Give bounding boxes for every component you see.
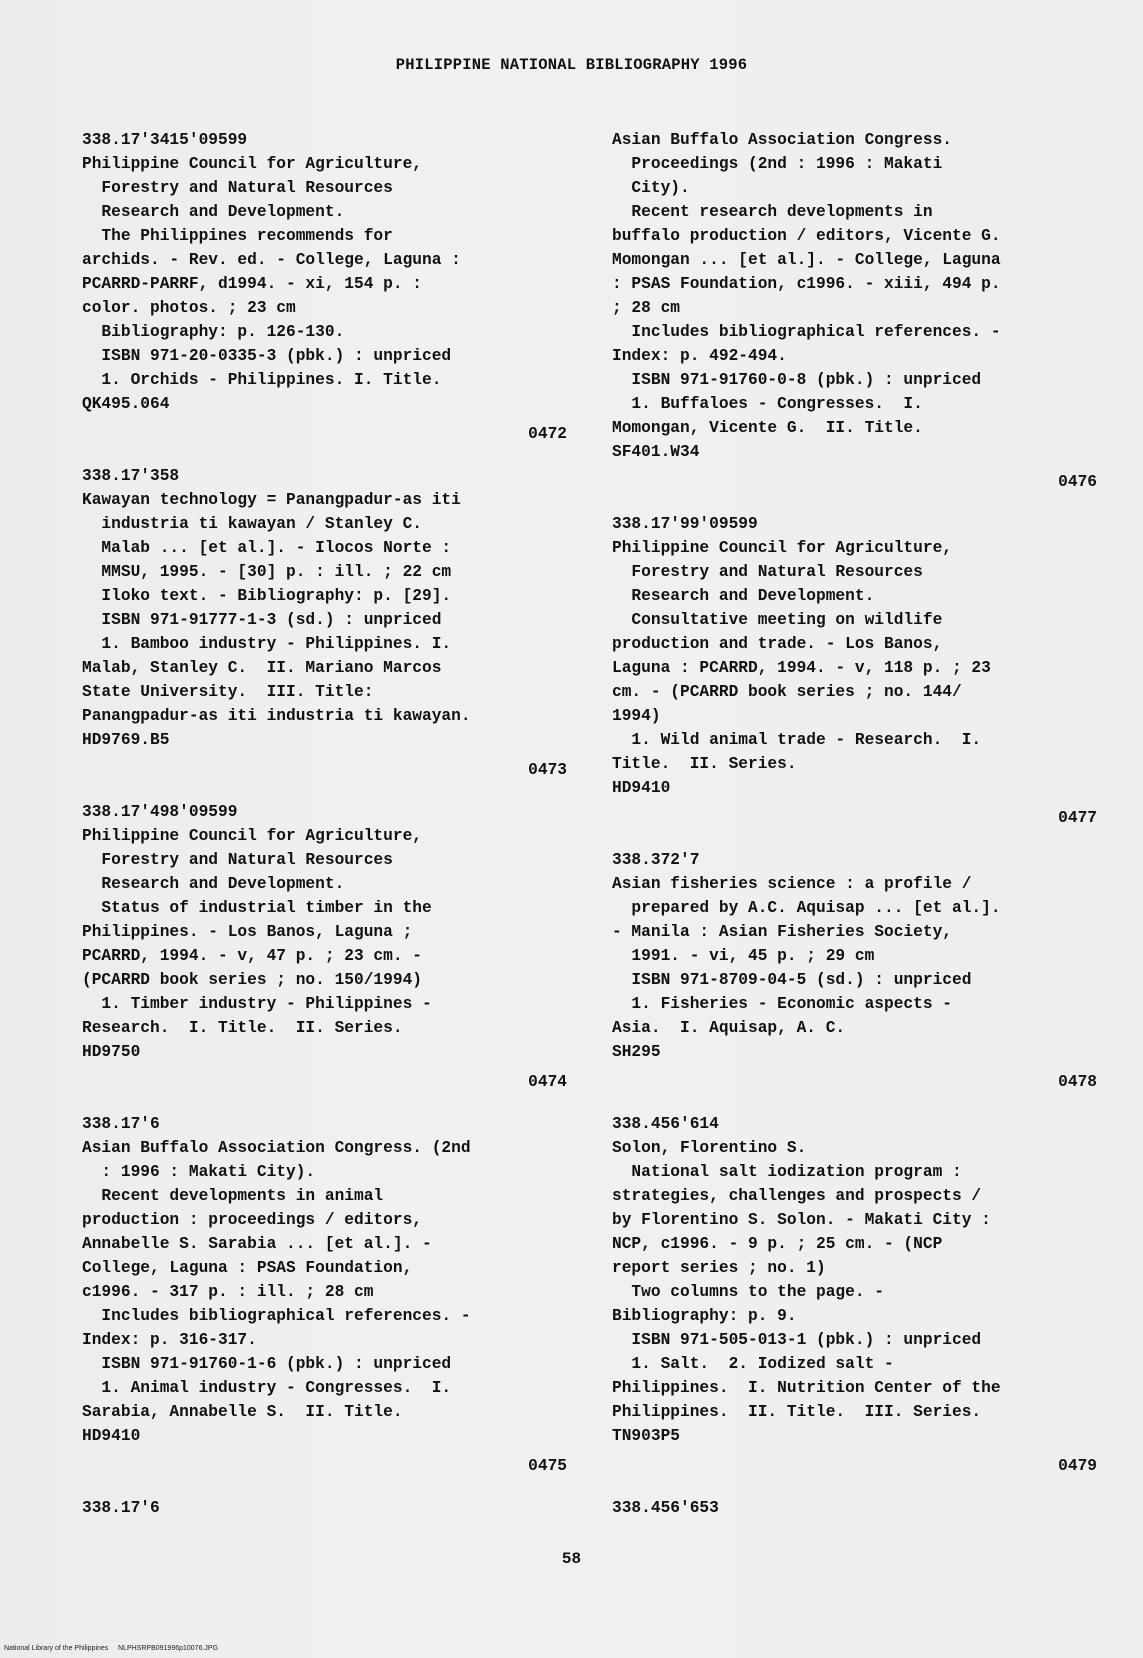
entry-line: archids. - Rev. ed. - College, Laguna :: [82, 251, 461, 269]
entry-line: Title. II. Series.: [612, 755, 797, 773]
entry-line: HD9410: [82, 1427, 141, 1445]
entry-heading: 338.17'358: [82, 467, 180, 485]
entry-line: City).: [612, 179, 690, 197]
entry-line: HD9410: [612, 779, 671, 797]
entry-line: ISBN 971-91777-1-3 (sd.) : unpriced: [82, 611, 442, 629]
entry-line: : PSAS Foundation, c1996. - xiii, 494 p.: [612, 275, 1001, 293]
entry-heading: 338.456'614: [612, 1115, 719, 1133]
entry-line: Forestry and Natural Resources: [82, 851, 393, 869]
bibliography-entry: [612, 128, 1097, 494]
entry-number: 0478: [1058, 1073, 1097, 1091]
entry-line: production and trade. - Los Banos,: [612, 635, 943, 653]
entry-line: ISBN 971-91760-0-8 (pbk.) : unpriced: [612, 371, 982, 389]
left-column: [82, 128, 567, 1520]
entry-line: Philippines. II. Title. III. Series.: [612, 1403, 982, 1421]
entry-line: Panangpadur-as iti industria ti kawayan.: [82, 707, 471, 725]
entry-line: Philippines. - Los Banos, Laguna ;: [82, 923, 413, 941]
entry-line: National salt iodization program :: [612, 1163, 962, 1181]
entry-line: SH295: [612, 1043, 661, 1061]
scan-footer: National Library of the Philippines NLPHSRPB091996p10076.JPG: [4, 1645, 219, 1652]
entry-line: 1. Buffaloes - Congresses. I.: [612, 395, 923, 413]
entry-line: PCARRD, 1994. - v, 47 p. ; 23 cm. -: [82, 947, 422, 965]
entry-number: 0474: [528, 1073, 567, 1091]
entry-line: Research and Development.: [612, 587, 875, 605]
entry-heading: 338.17'6: [82, 1115, 160, 1133]
entry-line: Sarabia, Annabelle S. II. Title.: [82, 1403, 403, 1421]
entry-line: Philippines. I. Nutrition Center of the: [612, 1379, 1001, 1397]
entry-number: 0476: [1058, 473, 1097, 491]
entry-line: Asia. I. Aquisap, A. C.: [612, 1019, 846, 1037]
entry-line: NCP, c1996. - 9 p. ; 25 cm. - (NCP: [612, 1235, 943, 1253]
bibliography-entry: [82, 1112, 567, 1478]
entry-line: Two columns to the page. -: [612, 1283, 884, 1301]
entry-heading: 338.17'3415'09599: [82, 131, 248, 149]
entry-heading: Asian Buffalo Association Congress.: [612, 131, 952, 149]
entry-line: ISBN 971-20-0335-3 (pbk.) : unpriced: [82, 347, 452, 365]
entry-line: Philippine Council for Agriculture,: [82, 827, 422, 845]
entry-line: 1. Bamboo industry - Philippines. I.: [82, 635, 452, 653]
entry-line: Annabelle S. Sarabia ... [et al.]. -: [82, 1235, 432, 1253]
entry-line: Forestry and Natural Resources: [82, 179, 393, 197]
entry-line: prepared by A.C. Aquisap ... [et al.].: [612, 899, 1001, 917]
entry-line: The Philippines recommends for: [82, 227, 393, 245]
entry-line: Index: p. 316-317.: [82, 1331, 257, 1349]
entry-line: Kawayan technology = Panangpadur-as iti: [82, 491, 461, 509]
entry-line: Bibliography: p. 9.: [612, 1307, 797, 1325]
entry-line: 1. Salt. 2. Iodized salt -: [612, 1355, 894, 1373]
entry-line: Philippine Council for Agriculture,: [82, 155, 422, 173]
entry-line: Forestry and Natural Resources: [612, 563, 923, 581]
entry-line: production : proceedings / editors,: [82, 1211, 422, 1229]
bibliography-entry: [82, 464, 567, 782]
bibliography-entry: [612, 512, 1097, 830]
bibliography-entry: [82, 800, 567, 1094]
entry-line: by Florentino S. Solon. - Makati City :: [612, 1211, 991, 1229]
entry-line: Bibliography: p. 126-130.: [82, 323, 345, 341]
entry-line: ISBN 971-91760-1-6 (pbk.) : unpriced: [82, 1355, 452, 1373]
entry-line: Research and Development.: [82, 875, 345, 893]
entry-line: Iloko text. - Bibliography: p. [29].: [82, 587, 452, 605]
entry-line: State University. III. Title:: [82, 683, 374, 701]
entry-line: c1996. - 317 p. : ill. ; 28 cm: [82, 1283, 374, 1301]
entry-line: Includes bibliographical references. -: [612, 323, 1001, 341]
entry-line: Proceedings (2nd : 1996 : Makati: [612, 155, 943, 173]
entry-number: 0475: [528, 1457, 567, 1475]
entry-number: 0472: [528, 425, 567, 443]
continued-entry-heading: 338.17'6: [82, 1499, 160, 1517]
entry-line: 1994): [612, 707, 661, 725]
entry-line: 1. Fisheries - Economic aspects -: [612, 995, 952, 1013]
entry-line: color. photos. ; 23 cm: [82, 299, 296, 317]
entry-line: industria ti kawayan / Stanley C.: [82, 515, 422, 533]
entry-line: PCARRD-PARRF, d1994. - xi, 154 p. :: [82, 275, 422, 293]
entry-line: Momongan, Vicente G. II. Title.: [612, 419, 923, 437]
entry-line: Momongan ... [et al.]. - College, Laguna: [612, 251, 1001, 269]
running-head: PHILIPPINE NATIONAL BIBLIOGRAPHY 1996: [395, 56, 748, 74]
entry-line: HD9750: [82, 1043, 141, 1061]
entry-line: strategies, challenges and prospects /: [612, 1187, 982, 1205]
entry-line: 1. Wild animal trade - Research. I.: [612, 731, 982, 749]
entry-heading: 338.17'498'09599: [82, 803, 238, 821]
entry-line: report series ; no. 1): [612, 1259, 826, 1277]
entry-line: QK495.064: [82, 395, 170, 413]
entry-line: Laguna : PCARRD, 1994. - v, 118 p. ; 23: [612, 659, 991, 677]
entry-line: Solon, Florentino S.: [612, 1139, 807, 1157]
entry-line: Recent research developments in: [612, 203, 933, 221]
entry-number: 0473: [528, 761, 567, 779]
entry-line: Recent developments in animal: [82, 1187, 384, 1205]
entry-line: MMSU, 1995. - [30] p. : ill. ; 22 cm: [82, 563, 452, 581]
entry-line: Asian fisheries science : a profile /: [612, 875, 972, 893]
entry-line: TN903P5: [612, 1427, 680, 1445]
entry-line: Research. I. Title. II. Series.: [82, 1019, 403, 1037]
entry-number: 0479: [1058, 1457, 1097, 1475]
entry-line: (PCARRD book series ; no. 150/1994): [82, 971, 422, 989]
bibliography-entry: [612, 848, 1097, 1094]
entry-line: Index: p. 492-494.: [612, 347, 787, 365]
entry-line: Includes bibliographical references. -: [82, 1307, 471, 1325]
entry-line: College, Laguna : PSAS Foundation,: [82, 1259, 413, 1277]
entry-line: Malab ... [et al.]. - Ilocos Norte :: [82, 539, 452, 557]
entry-line: Asian Buffalo Association Congress. (2nd: [82, 1139, 471, 1157]
entry-line: SF401.W34: [612, 443, 700, 461]
entry-line: 1991. - vi, 45 p. ; 29 cm: [612, 947, 875, 965]
entry-line: Consultative meeting on wildlife: [612, 611, 943, 629]
entry-line: Research and Development.: [82, 203, 345, 221]
continued-entry-heading: 338.456'653: [612, 1499, 719, 1517]
entry-line: HD9769.B5: [82, 731, 170, 749]
entry-line: ISBN 971-505-013-1 (pbk.) : unpriced: [612, 1331, 982, 1349]
entry-line: : 1996 : Makati City).: [82, 1163, 316, 1181]
entry-line: ; 28 cm: [612, 299, 680, 317]
entry-line: Malab, Stanley C. II. Mariano Marcos: [82, 659, 442, 677]
right-column: [612, 128, 1097, 1520]
entry-line: 1. Timber industry - Philippines -: [82, 995, 432, 1013]
bibliography-entry: [82, 128, 567, 446]
bibliography-entry: [612, 1112, 1097, 1478]
entry-line: cm. - (PCARRD book series ; no. 144/: [612, 683, 962, 701]
entry-line: Status of industrial timber in the: [82, 899, 432, 917]
entry-line: Philippine Council for Agriculture,: [612, 539, 952, 557]
entry-heading: 338.372'7: [612, 851, 700, 869]
entry-number: 0477: [1058, 809, 1097, 827]
entry-line: - Manila : Asian Fisheries Society,: [612, 923, 952, 941]
entry-line: ISBN 971-8709-04-5 (sd.) : unpriced: [612, 971, 972, 989]
entry-line: 1. Animal industry - Congresses. I.: [82, 1379, 452, 1397]
entry-heading: 338.17'99'09599: [612, 515, 758, 533]
entry-line: 1. Orchids - Philippines. I. Title.: [82, 371, 442, 389]
page-number: 58: [561, 1550, 582, 1568]
entry-line: buffalo production / editors, Vicente G.: [612, 227, 1001, 245]
